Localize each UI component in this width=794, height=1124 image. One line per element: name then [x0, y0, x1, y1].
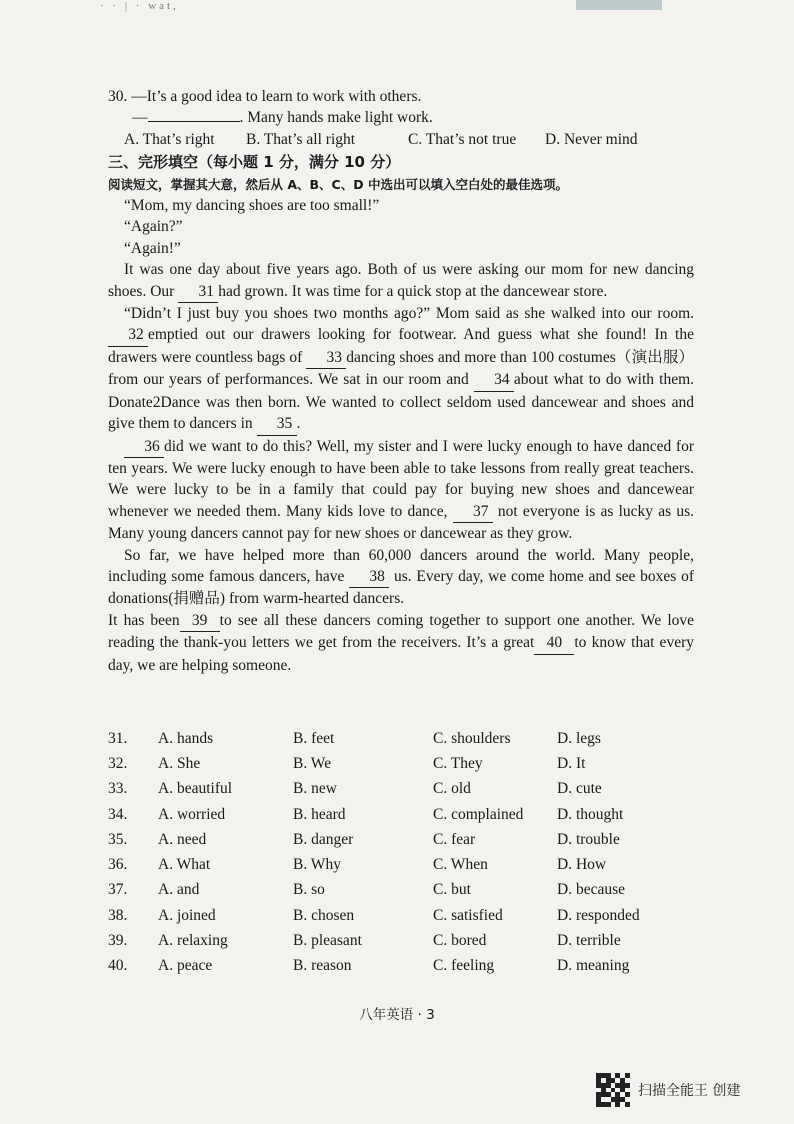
choice-a: A. What	[158, 856, 211, 874]
choice-row	[108, 802, 677, 827]
choice-b: B. feet	[293, 729, 335, 747]
p1-text-b: had grown. It was time for a quick stop at the dancewear store.	[218, 282, 608, 300]
q30-option-c: C. That’s not true	[408, 130, 517, 148]
choice-a: A. relaxing	[158, 932, 228, 950]
blank-34: 34	[474, 369, 514, 391]
choice-c: C. They	[433, 754, 483, 772]
p5-text-b: to see all these dancers coming together to support one another. We love reading the thank-you letters we get from the receivers. It’s a great	[108, 611, 695, 652]
blank-31: 31	[178, 281, 218, 303]
choice-number: 35.	[108, 830, 128, 848]
choice-d: D. responded	[557, 906, 640, 924]
choice-d: D. terrible	[557, 932, 621, 950]
section-instruction: 阅读短文，掌握其大意，然后从 A、B、C、D 中选出可以填入空白处的最佳选项。	[108, 176, 568, 192]
q30-reply	[108, 107, 694, 128]
choice-row	[108, 903, 677, 928]
p2-text-a: “Didn’t I just buy you shoes two months ago?” Mom said as she walked into our room.	[124, 305, 694, 323]
choice-a: A. beautiful	[158, 780, 233, 798]
choice-number: 39.	[108, 932, 128, 950]
choice-number: 33.	[108, 780, 128, 798]
q30-blank	[148, 121, 240, 122]
p3-text-b: not everyone is as lucky as us. Many young dancers cannot pay for new shoes or dancewear as they grow.	[108, 502, 695, 543]
choice-row	[108, 726, 677, 751]
choice-row	[108, 928, 677, 953]
choice-d: D. cute	[557, 780, 602, 798]
choice-row	[108, 878, 677, 903]
choice-row	[108, 777, 677, 802]
choice-b: B. We	[293, 754, 332, 772]
choice-row	[108, 954, 677, 979]
blank-33: 33	[306, 347, 346, 369]
choice-a: A. hands	[158, 729, 214, 747]
blank-35: 35	[257, 413, 297, 435]
choice-a: A. worried	[158, 805, 226, 823]
p1-text-a: It was one day about five years ago. Both of us were asking our mom for new dancing shoes. Our	[108, 261, 694, 300]
choice-number: 36.	[108, 856, 128, 874]
choice-b: B. reason	[293, 957, 352, 975]
choice-a: A. She	[158, 754, 201, 772]
choice-d: D. meaning	[557, 957, 630, 975]
choice-c: C. bored	[433, 932, 487, 950]
q30-reply-text: . Many hands make light work.	[239, 109, 433, 127]
page-content	[108, 86, 694, 676]
section-title: 三、完形填空（每小题 1 分，满分 10 分）	[108, 153, 401, 172]
p3-text-a: did we want to do this? Well, my sister and I were lucky enough to have danced for ten years. We were lucky enough to have been able to take lessons from really great teachers. We were lucky to be in a family that could pay for buying new shoes and dancewear whenever we needed them. Many kids love to dance,	[108, 437, 694, 520]
paragraph-1	[108, 259, 694, 303]
choice-a: A. need	[158, 830, 207, 848]
choice-b: B. Why	[293, 856, 341, 874]
torn-top-fragment: · · | · wat,	[100, 0, 179, 12]
choice-row	[108, 852, 677, 877]
paragraph-2	[108, 303, 694, 435]
choice-c: C. When	[433, 856, 488, 874]
p4-text-a: So far, we have helped more than 60,000 dancers around the world. Many people, including some famous dancers, have	[108, 546, 694, 585]
choice-b: B. heard	[293, 805, 346, 823]
q30-option-d: D. Never mind	[545, 130, 638, 148]
qr-code-icon	[596, 1073, 630, 1107]
choice-a: A. peace	[158, 957, 213, 975]
dialog-line-2: “Again?”	[124, 218, 183, 236]
choice-c: C. but	[433, 881, 471, 899]
blank-32: 32	[108, 324, 148, 346]
p2-text-c: dancing shoes and more than 100 costumes（演出服）from our years of performances. We sat in our room and	[108, 348, 695, 389]
scanner-watermark	[596, 1073, 740, 1107]
dialog-line-1: “Mom, my dancing shoes are too small!”	[124, 197, 380, 215]
choice-row	[108, 751, 677, 776]
choice-c: C. fear	[433, 830, 476, 848]
p5-text-c: to know that every day, we are helping someone.	[108, 634, 694, 674]
choice-number: 34.	[108, 805, 128, 823]
choice-d: D. because	[557, 881, 625, 899]
choice-d: D. It	[557, 754, 586, 772]
dialog-line-3: “Again!”	[124, 239, 181, 257]
choice-d: D. thought	[557, 805, 624, 823]
paragraph-3	[108, 436, 694, 545]
paragraph-5	[108, 610, 694, 676]
page-footer: 八年英语 · 3	[359, 1007, 435, 1023]
q30-option-b: B. That’s all right	[246, 130, 356, 148]
choice-number: 40.	[108, 957, 128, 975]
choice-c: C. shoulders	[433, 729, 511, 747]
p2-text-b: emptied out our drawers looking for footwear. And guess what she found! In the drawers were countless bags of	[108, 326, 694, 366]
blank-40: 40	[534, 632, 574, 654]
choice-c: C. feeling	[433, 957, 495, 975]
paragraph-4	[108, 545, 694, 610]
choice-row	[108, 827, 677, 852]
choice-b: B. so	[293, 881, 325, 899]
choice-b: B. new	[293, 780, 337, 798]
choice-number: 37.	[108, 881, 128, 899]
p5-text-a: It has been	[108, 611, 180, 629]
choice-d: D. How	[557, 856, 607, 874]
blank-38: 38	[349, 566, 389, 588]
scanner-label: 扫描全能王 创建	[638, 1083, 741, 1099]
choice-table	[108, 726, 677, 979]
blank-39: 39	[180, 610, 220, 632]
choice-d: D. trouble	[557, 830, 620, 848]
p4-text-b: us. Every day, we come home and see boxes of donations(捐赠品) from warm-hearted dancers.	[108, 567, 695, 608]
choice-c: C. old	[433, 780, 471, 798]
choice-b: B. danger	[293, 830, 354, 848]
choice-number: 32.	[108, 754, 128, 772]
choice-c: C. satisfied	[433, 906, 503, 924]
q30-stem: 30. —It’s a good idea to learn to work with others.	[108, 88, 422, 105]
choice-a: A. joined	[158, 906, 216, 924]
choice-d: D. legs	[557, 729, 601, 747]
q30-option-a: A. That’s right	[124, 130, 215, 148]
p2-text-e: .	[296, 415, 301, 433]
choice-b: B. chosen	[293, 906, 355, 924]
choice-number: 38.	[108, 906, 128, 924]
choice-a: A. and	[158, 881, 200, 899]
q30-options	[108, 129, 694, 150]
blank-36: 36	[124, 436, 164, 458]
choice-number: 31.	[108, 729, 128, 747]
p2-text-d: about what to do with them. Donate2Dance was then born. We wanted to collect seldom used dancewear and shoes and give them to dancers in	[108, 371, 695, 433]
q30-dash: —	[132, 109, 148, 127]
choice-b: B. pleasant	[293, 932, 362, 950]
choice-c: C. complained	[433, 805, 524, 823]
corner-stamp	[576, 0, 662, 10]
blank-37: 37	[453, 501, 493, 523]
